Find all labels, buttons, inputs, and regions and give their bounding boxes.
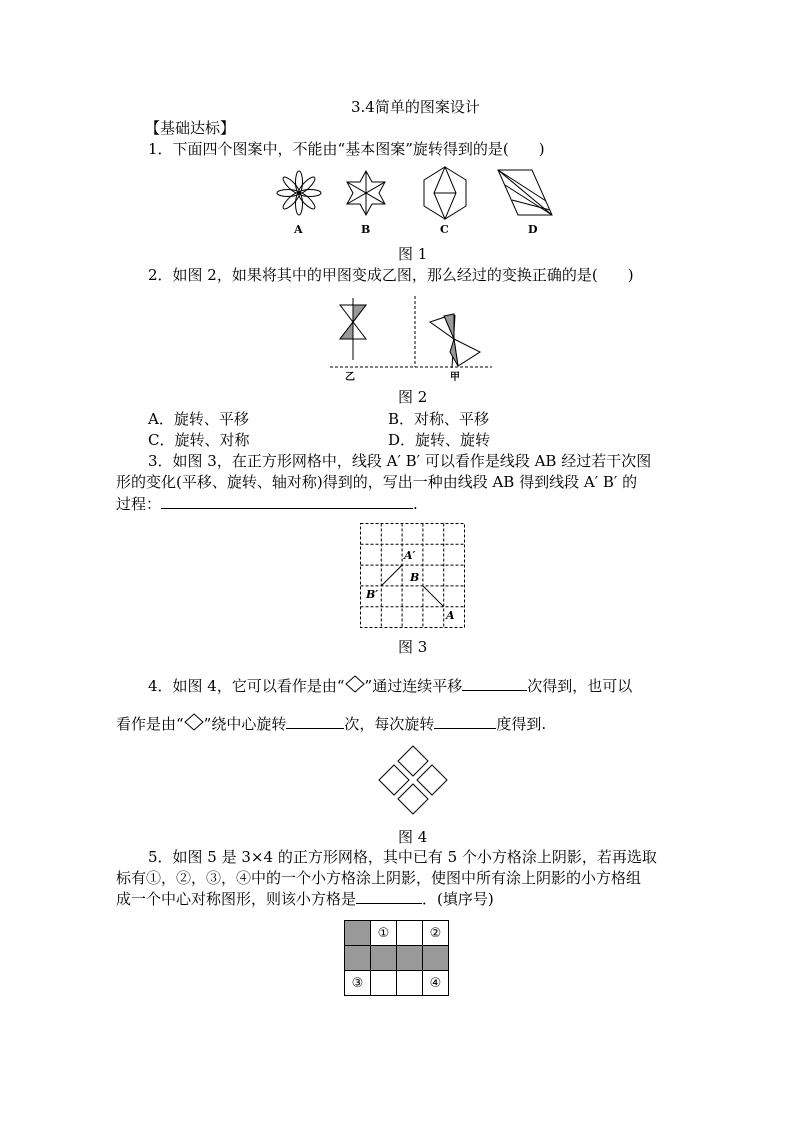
option-a: A．旋转、平移 — [148, 410, 249, 428]
q4-line2-part-d: 度得到. — [496, 715, 547, 733]
grid-cell-shaded — [345, 946, 371, 971]
figure-2 — [330, 290, 500, 382]
segment-ab — [423, 586, 444, 607]
q4-line1-part-b: ”通过连续平移 — [364, 677, 463, 695]
question-5-line1: 5．如图 5 是 3×4 的正方形网格，其中已有 5 个小方格涂上阴影，若再选取 — [148, 848, 657, 866]
label-b: B — [410, 571, 420, 584]
figure-jia — [430, 314, 480, 368]
answer-blank-q4-rotations[interactable] — [286, 714, 344, 729]
question-4-line2 — [116, 713, 546, 734]
diamond-icon — [345, 675, 365, 693]
q4-line2-part-a: 看作是由“ — [116, 715, 184, 733]
section-heading: 【基础达标】 — [145, 119, 236, 137]
option-c: C．旋转、对称 — [148, 431, 250, 449]
question-5-line3-prefix: 成一个中心对称图形，则该小方格是 — [116, 890, 357, 908]
grid-cell — [371, 971, 397, 996]
answer-blank-q3[interactable] — [161, 494, 413, 509]
figure-5-grid — [344, 920, 449, 996]
figure-3-caption: 图 3 — [398, 638, 428, 656]
grid-cell-shaded — [397, 946, 423, 971]
grid-cell-shaded — [423, 946, 449, 971]
question-3-line3-suffix: . — [413, 495, 418, 513]
option-c-label: C — [440, 223, 449, 236]
figure-1-patterns — [270, 165, 570, 240]
pattern-d-parallelogram — [498, 170, 552, 215]
label-a-prime: A′ — [404, 549, 416, 562]
figure-3-grid — [360, 523, 468, 631]
option-a-label: A — [294, 223, 303, 236]
grid-cell-2[interactable]: ② — [423, 921, 449, 946]
diamond-icon — [184, 713, 204, 731]
pattern-a-flower — [277, 171, 321, 215]
page-title: 3.4简单的图案设计 — [351, 98, 480, 116]
figure-4-diamonds — [372, 742, 454, 824]
label-a: A — [446, 609, 455, 622]
q4-line1-part-a: 4．如图 4，它可以看作是由“ — [148, 677, 345, 695]
answer-blank-q4-translations[interactable] — [462, 676, 527, 691]
pattern-c-hexagon — [424, 167, 466, 219]
question-2-text: 2．如图 2，如果将其中的甲图变成乙图，那么经过的变换正确的是( ) — [148, 266, 634, 284]
grid-cell-3[interactable]: ③ — [345, 971, 371, 996]
segment-a-prime-b-prime — [381, 565, 402, 586]
question-5-line2: 标有①，②，③，④中的一个小方格涂上阴影，使图中所有涂上阴影的小方格组 — [116, 869, 642, 887]
q4-line2-part-c: 次，每次旋转 — [344, 715, 435, 733]
option-b: B．对称、平移 — [388, 410, 490, 428]
label-b-prime: B′ — [366, 588, 379, 601]
question-3-line3-prefix: 过程： — [116, 495, 162, 513]
question-5-line3-suffix: ．(填序号) — [422, 890, 494, 908]
question-3-line1: 3．如图 3，在正方形网格中，线段 A′ B′ 可以看作是线段 AB 经过若干次图 — [148, 452, 652, 470]
grid-cell-4[interactable]: ④ — [423, 971, 449, 996]
option-b-label: B — [361, 223, 371, 236]
figure-1-caption: 图 1 — [398, 245, 428, 263]
answer-blank-q4-degrees[interactable] — [434, 714, 496, 729]
option-d-label: D — [528, 223, 538, 236]
question-3-line3 — [116, 493, 418, 514]
figure-2-caption: 图 2 — [398, 388, 428, 406]
figure-4-caption: 图 4 — [398, 828, 428, 846]
question-3-line2: 形的变化(平移、旋转、轴对称)得到的，写出一种由线段 AB 得到线段 A′ B′ 的 — [116, 473, 638, 491]
grid-cell — [397, 971, 423, 996]
question-5-line3 — [116, 888, 494, 909]
label-yi: 乙 — [345, 372, 355, 383]
q4-line2-part-b: ”绕中心旋转 — [203, 715, 287, 733]
label-jia: 甲 — [450, 372, 460, 383]
figure-yi — [340, 298, 366, 360]
option-d: D．旋转、旋转 — [388, 431, 491, 449]
grid-cell-1[interactable]: ① — [371, 921, 397, 946]
answer-blank-q5[interactable] — [356, 889, 422, 904]
question-4-line1 — [148, 675, 632, 696]
grid-cell-shaded — [371, 946, 397, 971]
q4-line1-part-c: 次得到，也可以 — [527, 677, 633, 695]
grid-cell-shaded — [345, 921, 371, 946]
grid-cell — [397, 921, 423, 946]
pattern-b-star — [347, 171, 385, 215]
question-1-text: 1．下面四个图案中，不能由“基本图案”旋转得到的是( ) — [148, 140, 545, 158]
